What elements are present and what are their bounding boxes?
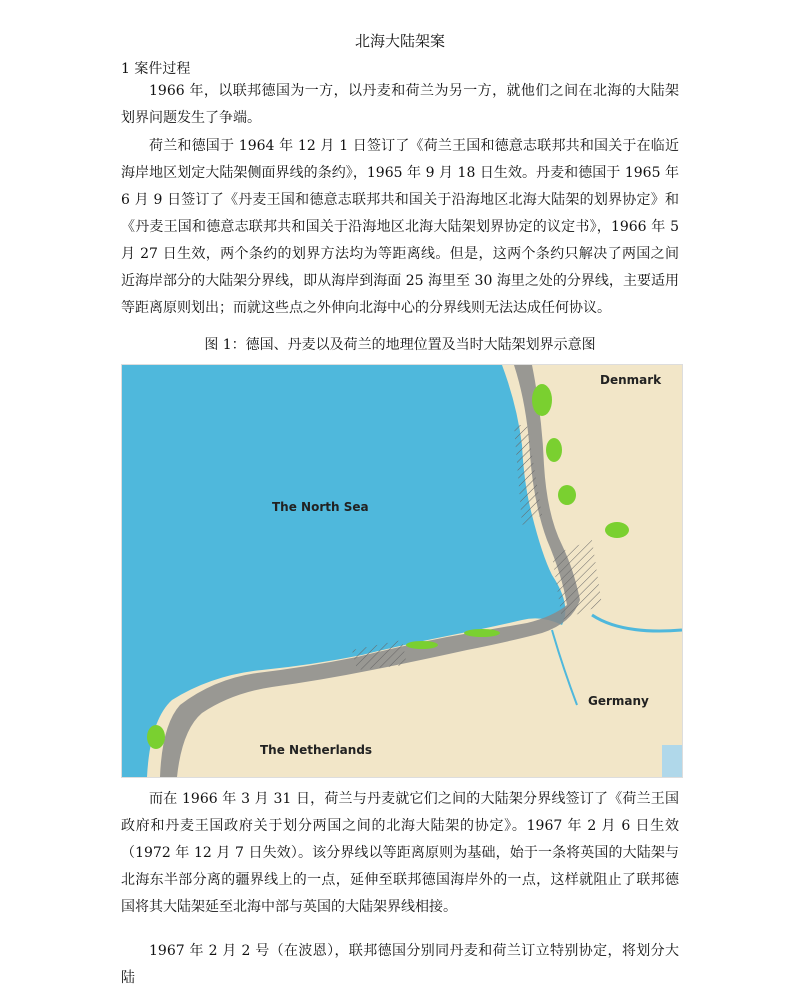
germany-label: Germany bbox=[588, 694, 649, 708]
paragraph-3-text: 而在 1966 年 3 月 31 日，荷兰与丹麦就它们之间的大陆架分界线签订了《荷兰王国政府和丹麦王国政府关于划分两国之间的北海大陆架的协定》。1967 年 2 月 6 日生效（1972 年 12 月 7 日失效）。该分界线以等距离原则为基础，始于一条将英国的大陆架与北海东半部分离的疆界线上的一点，延伸至联邦德国海岸外的一点，这样就阻止了联邦德国将其大陆架延至北海中部与英国的大陆架界线相接。 bbox=[121, 791, 679, 915]
paragraph-1-text: 1966 年，以联邦德国为一方，以丹麦和荷兰为另一方，就他们之间在北海的大陆架划界问题发生了争端。 bbox=[121, 83, 679, 126]
paragraph-2-text: 荷兰和德国于 1964 年 12 月 1 日签订了《荷兰王国和德意志联邦共和国关于在临近海岸地区划定大陆架侧面界线的条约》，1965 年 9 月 18 日生效。丹麦和德国于 1965 年 6 月 9 日签订了《丹麦王国和德意志联邦共和国关于沿海地区北海大陆架的划界协定》和《丹麦王国和德意志联邦共和国关于沿海地区北海大陆架划界协定的议定书》，1966 年 5 月 27 日生效，两个条约的划界方法均为等距离线。但是，这两个条约只解决了两国之间近海岸部分的大陆架分界线，即从海岸到海面 25 海里至 30 海里之处的分界线，主要适用等距离原则划出；而就这些点之外伸向北海中心的分界线则无法达成任何协议。 bbox=[121, 138, 679, 316]
island-4 bbox=[605, 522, 629, 538]
figure-caption: 图 1：德国、丹麦以及荷兰的地理位置及当时大陆架划界示意图 bbox=[204, 337, 596, 353]
paragraph-4 bbox=[121, 938, 679, 992]
map-graphic bbox=[122, 365, 682, 777]
island-7 bbox=[147, 725, 165, 749]
denmark-label: Denmark bbox=[600, 373, 662, 387]
north-sea-map bbox=[121, 364, 683, 778]
island-5 bbox=[464, 629, 500, 637]
island-2 bbox=[546, 438, 562, 462]
paragraph-4-text: 1967 年 2 月 2 号（在波恩），联邦德国分别同丹麦和荷兰订立特别协定，将划分大陆 bbox=[121, 943, 679, 986]
island-1 bbox=[532, 384, 552, 416]
paragraph-2 bbox=[121, 133, 679, 322]
north-sea-label: The North Sea bbox=[272, 500, 369, 514]
paragraph-3 bbox=[121, 786, 679, 921]
document-title: 北海大陆架案 bbox=[354, 32, 445, 50]
section-heading: 1 案件过程 bbox=[121, 61, 191, 77]
island-3 bbox=[558, 485, 576, 505]
paragraph-1 bbox=[121, 78, 679, 132]
netherlands-label: The Netherlands bbox=[260, 743, 373, 757]
island-6 bbox=[406, 641, 438, 649]
lower-right-strip bbox=[662, 745, 682, 777]
